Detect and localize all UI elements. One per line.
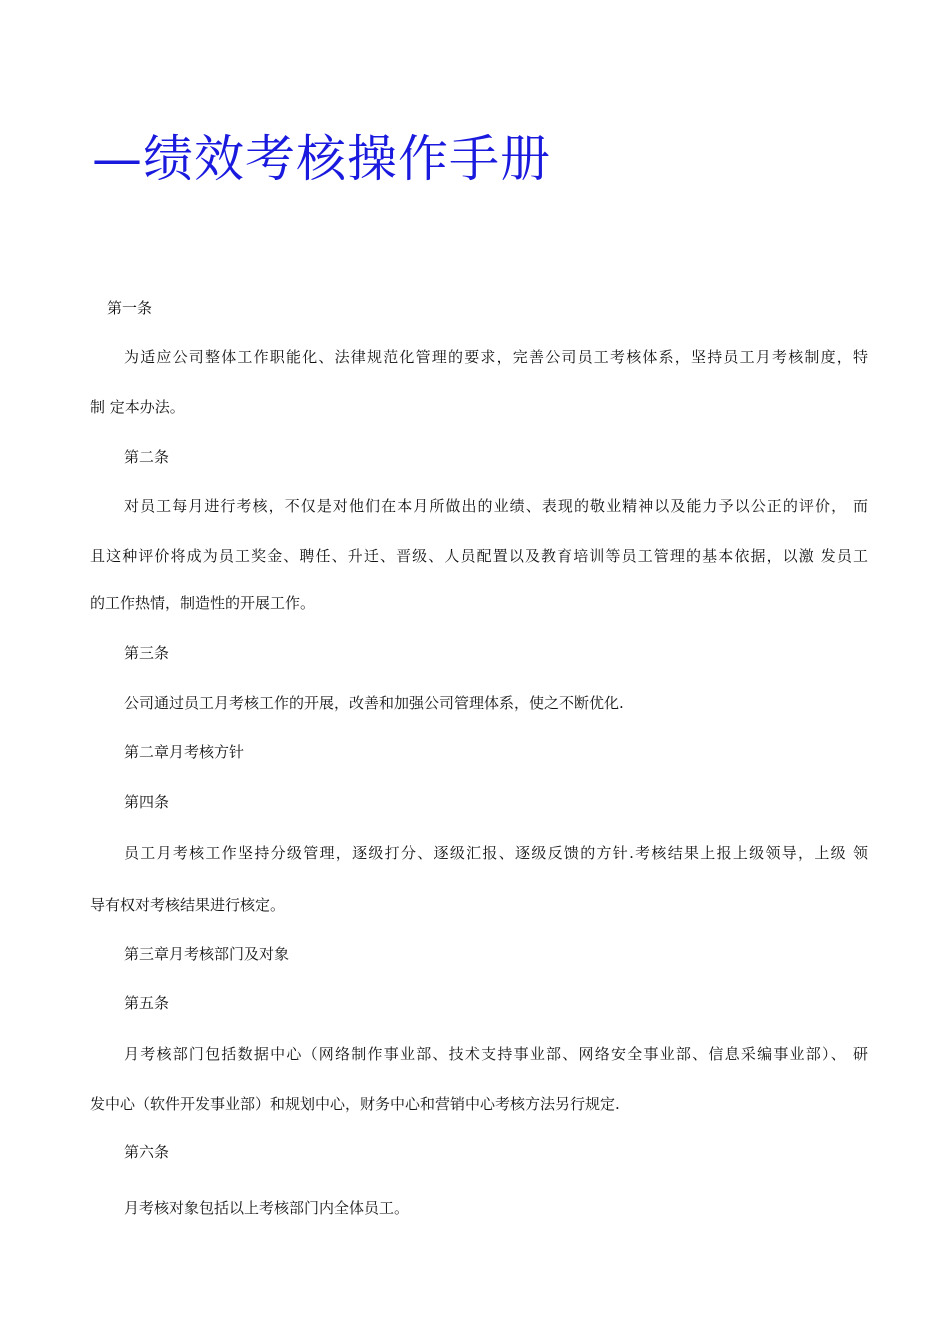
article-heading-6: 第六条	[124, 1143, 170, 1161]
chapter-heading-2: 第二章月考核方针	[124, 743, 245, 761]
chapter-heading-3: 第三章月考核部门及对象	[124, 945, 290, 963]
paragraph-line: 制 定本办法。	[90, 398, 185, 416]
article-heading-2: 第二条	[124, 448, 170, 466]
paragraph-line: 为适应公司整体工作职能化、法律规范化管理的要求，完善公司员工考核体系，坚持员工月考核制度，特	[124, 348, 868, 366]
article-heading-5: 第五条	[124, 994, 170, 1012]
article-heading-4: 第四条	[124, 793, 170, 811]
article-heading-3: 第三条	[124, 644, 170, 662]
paragraph-line: 的工作热情，制造性的开展工作。	[90, 594, 316, 612]
paragraph-line: 导有权对考核结果进行核定。	[90, 896, 286, 914]
article-heading-1: 第一条	[107, 299, 153, 317]
paragraph-line: 员工月考核工作坚持分级管理，逐级打分、逐级汇报、逐级反馈的方针.考核结果上报上级领导，上级 领	[124, 844, 868, 862]
paragraph-line: 公司通过员工月考核工作的开展，改善和加强公司管理体系，使之不断优化.	[124, 694, 624, 712]
paragraph-line: 月考核对象包括以上考核部门内全体员工。	[124, 1199, 410, 1217]
paragraph-line: 对员工每月进行考核，不仅是对他们在本月所做出的业绩、表现的敬业精神以及能力予以公正的评价， 而	[124, 497, 868, 515]
paragraph-line: 月考核部门包括数据中心（网络制作事业部、技术支持事业部、网络安全事业部、信息采编事业部）、 研	[124, 1045, 868, 1063]
paragraph-line: 且这种评价将成为员工奖金、聘任、升迁、晋级、人员配置以及教育培训等员工管理的基本依据，以激 发员工	[90, 547, 868, 565]
document-title: —绩效考核操作手册	[92, 130, 551, 188]
paragraph-line: 发中心（软件开发事业部）和规划中心，财务中心和营销中心考核方法另行规定.	[90, 1095, 620, 1113]
